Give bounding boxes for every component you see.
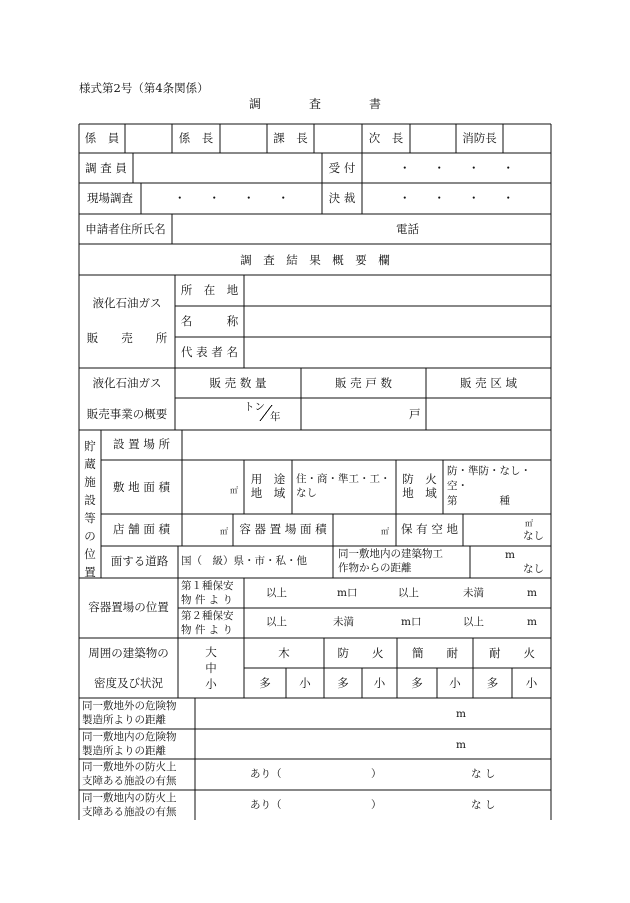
class1-m: m xyxy=(527,587,537,599)
bouka-few: 小 xyxy=(373,676,386,690)
use-zone-label-b: 地 域 xyxy=(250,486,286,500)
approval-jicho: 次 長 xyxy=(368,131,404,145)
fire-zone-label-b: 地 域 xyxy=(402,486,437,500)
class2-m: m xyxy=(527,616,537,628)
approval-shobocho: 消防長 xyxy=(462,131,497,145)
use-zone-options-2: なし xyxy=(296,487,317,499)
land-area-unit: ㎡ xyxy=(230,486,238,495)
class1-label-b: 物 件 よ り xyxy=(181,594,234,606)
sales-households-header: 販 売 戸 数 xyxy=(335,376,392,390)
class2-ijou-2: 以上 xyxy=(463,616,484,628)
kanmai-many: 多 xyxy=(411,676,423,690)
kanmai-header: 簡 耐 xyxy=(412,646,458,660)
row2-label-1: 同一敷地内の危険物 xyxy=(82,731,177,743)
shop-label-1: 液化石油ガス xyxy=(92,296,162,310)
row4-label-2: 支障ある施設の有無 xyxy=(82,806,177,818)
row4-nashi: な し xyxy=(471,799,496,811)
shop-address-label: 所 在 地 xyxy=(180,283,239,297)
fire-zone-label-a: 防 火 xyxy=(402,472,437,486)
land-area-label: 敷 地 面 積 xyxy=(113,480,170,494)
fire-zone-options-3: 第 種 xyxy=(447,495,510,507)
fire-zone-options-2: 空・ xyxy=(447,480,468,492)
class2-mguchi: m口 xyxy=(401,616,422,628)
site-survey-date: ・ ・ ・ ・ xyxy=(174,191,289,205)
taika-many: 多 xyxy=(486,676,499,690)
wood-header: 木 xyxy=(278,646,290,660)
uketsuke-date: ・ ・ ・ ・ xyxy=(399,161,514,175)
approval-kacho: 課 長 xyxy=(273,131,308,145)
row1-label-1: 同一敷地外の危険物 xyxy=(82,700,177,712)
building-distance-label-2: 作物からの距離 xyxy=(338,562,412,574)
row3-label-2: 支障ある施設の有無 xyxy=(82,775,177,787)
kessai-date: ・ ・ ・ ・ xyxy=(399,191,514,205)
container-area-label: 容 器 置 場 面 積 xyxy=(239,522,327,536)
container-area-unit: ㎡ xyxy=(381,527,389,536)
sales-area-header: 販 売 区 域 xyxy=(460,376,517,390)
applicant-label: 申請者住所氏名 xyxy=(85,222,166,236)
row3-close: ） xyxy=(371,768,382,780)
kessai-label: 決 裁 xyxy=(328,191,356,205)
unit-households: 戸 xyxy=(409,407,421,421)
sales-label-2: 販売事業の概要 xyxy=(86,407,168,421)
density-large: 大 xyxy=(205,645,217,659)
class2-label-a: 第２種保安 xyxy=(181,610,234,622)
use-zone-label-a: 用 途 xyxy=(250,472,286,486)
class1-mikan: 未満 xyxy=(463,587,484,599)
row4-close: ） xyxy=(371,799,382,811)
shop-name-label: 名 称 xyxy=(180,314,239,328)
storage-side-label: 貯蔵施設等の位置 xyxy=(84,439,96,579)
kanmai-few: 小 xyxy=(449,676,461,690)
wood-many: 多 xyxy=(259,676,271,690)
site-survey-label: 現場調査 xyxy=(87,191,133,205)
class1-label-a: 第１種保安 xyxy=(181,580,234,592)
building-distance-nashi: なし xyxy=(523,563,544,575)
unit-year: 年 xyxy=(270,411,281,423)
phone-label: 電話 xyxy=(396,222,419,236)
open-space-label: 保 有 空 地 xyxy=(401,522,458,536)
class2-ijou: 以上 xyxy=(266,616,287,628)
sales-label-1: 液化石油ガス xyxy=(92,376,162,390)
row1-unit: m xyxy=(456,708,466,720)
density-label-1: 周囲の建築物の xyxy=(88,646,169,660)
sales-volume-header: 販 売 数 量 xyxy=(209,376,267,390)
row4-label-1: 同一敷地内の防火上 xyxy=(82,792,177,804)
building-distance-label-1: 同一敷地内の建築物工 xyxy=(338,548,443,560)
bouka-header: 防 火 xyxy=(337,646,384,660)
store-area-label: 店 舗 面 積 xyxy=(113,522,170,536)
density-label-2: 密度及び状況 xyxy=(94,676,163,690)
summary-title: 調 査 結 果 概 要 欄 xyxy=(240,253,390,267)
shop-label-2: 販 売 所 xyxy=(86,331,168,345)
class2-label-b: 物 件 よ り xyxy=(181,624,234,636)
class1-mguchi: m口 xyxy=(337,587,358,599)
building-distance-unit: m xyxy=(505,549,515,561)
row3-ari: あり（ xyxy=(250,768,282,780)
form-number: 様式第2号（第4条関係） xyxy=(79,81,209,95)
form-title: 調 査 書 xyxy=(248,97,381,111)
open-space-unit: ㎡ xyxy=(525,519,533,528)
row3-label-1: 同一敷地外の防火上 xyxy=(82,761,177,773)
open-space-nashi: なし xyxy=(523,530,544,542)
taika-header: 耐 火 xyxy=(489,646,535,660)
taika-few: 小 xyxy=(525,676,538,690)
row3-nashi: な し xyxy=(471,768,496,780)
use-zone-options-1: 住・商・準工・工・ xyxy=(296,473,391,485)
location-label: 設 置 場 所 xyxy=(113,437,170,451)
density-medium: 中 xyxy=(205,661,217,675)
row2-unit: m xyxy=(456,739,466,751)
approval-kakaricho: 係 長 xyxy=(178,131,214,145)
container-position-label: 容器置場の位置 xyxy=(88,600,169,614)
density-small: 小 xyxy=(205,677,217,691)
surveyor-label: 調 査 員 xyxy=(85,161,127,175)
class1-ijou-2: 以上 xyxy=(398,587,419,599)
road-options: 国（ 級）県・市・私・他 xyxy=(181,555,307,567)
uketsuke-label: 受 付 xyxy=(328,161,356,175)
row1-label-2: 製造所よりの距離 xyxy=(82,714,166,726)
row2-label-2: 製造所よりの距離 xyxy=(82,745,166,757)
road-label: 面する道路 xyxy=(110,554,169,568)
approval-kakari: 係 員 xyxy=(84,131,120,145)
row4-ari: あり（ xyxy=(250,799,282,811)
store-area-unit: ㎡ xyxy=(220,527,228,536)
fire-zone-options-1: 防・準防・なし・ xyxy=(447,465,531,477)
class2-mikan: 未満 xyxy=(333,616,354,628)
bouka-many: 多 xyxy=(337,676,349,690)
shop-rep-label: 代 表 者 名 xyxy=(181,345,238,359)
unit-ton: トン xyxy=(244,401,265,413)
wood-few: 小 xyxy=(299,676,311,690)
class1-ijou: 以上 xyxy=(266,587,287,599)
